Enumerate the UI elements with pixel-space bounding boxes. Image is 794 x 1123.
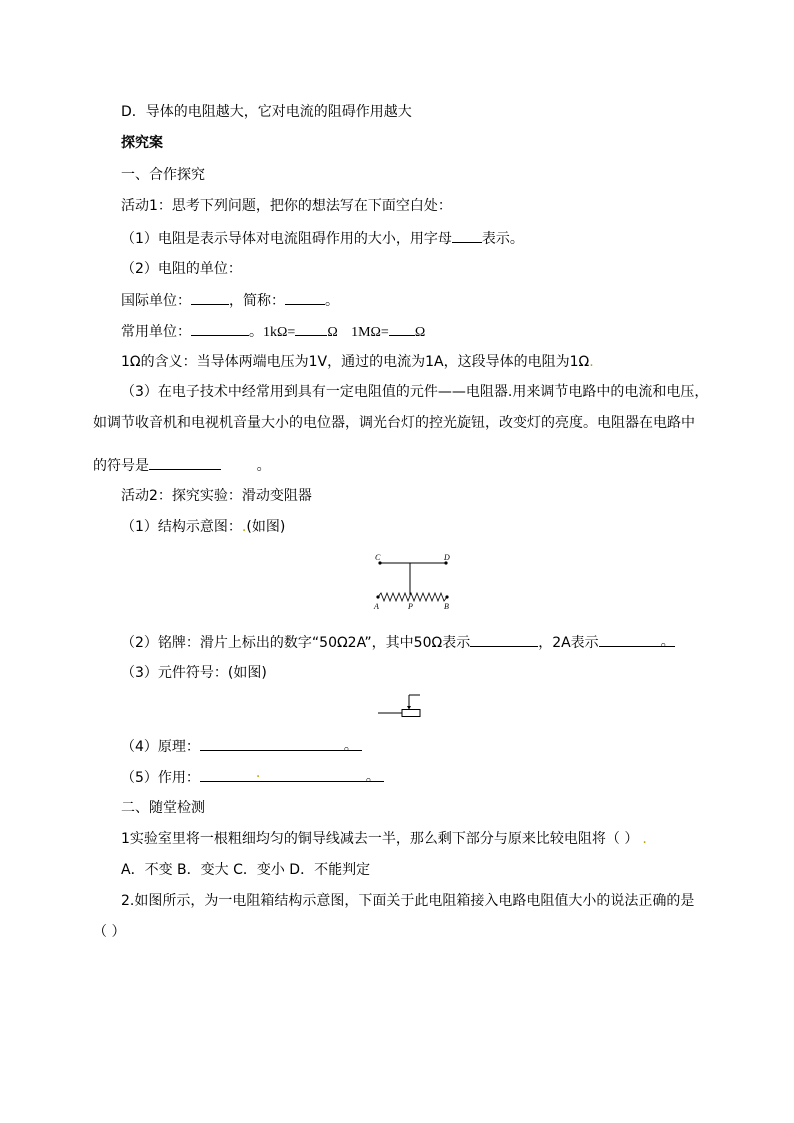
label-p: P <box>408 602 413 611</box>
terminal-b <box>445 595 448 598</box>
slide-rheostat-diagram <box>370 553 456 611</box>
function-question <box>121 767 384 788</box>
s4-end: 。 <box>343 738 358 754</box>
answer-blank-principle[interactable] <box>200 736 362 754</box>
terminal-a <box>376 595 379 598</box>
q3-symbol-label: 的符号是 <box>93 458 149 474</box>
section-title: 探究案 <box>121 135 163 151</box>
quiz-q1-options: A．不变 B．变大 C．变小 D．不能判定 <box>121 862 371 878</box>
s4-text: （4）原理： <box>121 739 200 755</box>
quiz-q1-dot: . <box>642 831 647 847</box>
s2-text-a: （2）铭牌：滑片上标出的数字“50Ω2A”，其中50Ω表示 <box>121 635 471 651</box>
common-label: 常用单位： <box>121 324 191 340</box>
question1-resistance-symbol <box>121 228 524 249</box>
answer-blank-intl-unit[interactable] <box>191 290 229 305</box>
s1-as-figure: (如图) <box>246 519 286 535</box>
q1-text-a: （1）电阻是表示导体对电流阻碍作用的大小，用字母 <box>121 231 452 247</box>
label-b: B <box>444 602 449 611</box>
ohm-unit-1: Ω <box>327 325 338 340</box>
answer-blank-intl-abbr[interactable] <box>285 290 325 305</box>
symbol-resistor-box <box>402 710 420 717</box>
s2-end: 。 <box>660 634 675 650</box>
question3-line2: 如调节收音机和电视机音量大小的电位器，调光台灯的控光旋钮，改变灯的亮度。电阻器在电路中 <box>93 415 695 431</box>
component-symbol-label: （3）元件符号：(如图) <box>121 665 267 681</box>
rheostat-circuit-symbol <box>376 693 426 721</box>
intl-unit-line <box>121 290 339 311</box>
label-c: C <box>375 553 381 562</box>
question3-line1: （3）在电子技术中经常用到具有一定电阻值的元件——电阻器.用来调节电路中的电流和电压， <box>121 384 709 400</box>
s1-text: （1）结构示意图： <box>121 519 242 535</box>
intl-abbr-label: ，简称： <box>229 293 285 309</box>
intl-label: 国际单位： <box>121 293 191 309</box>
answer-blank-common-units[interactable] <box>191 321 249 336</box>
quiz-question-1 <box>121 829 647 849</box>
quiz-question-2: 2.如图所示，为一电阻箱结构示意图，下面关于此电阻箱接入电路电阻值大小的说法正确的是 <box>121 893 695 909</box>
nameplate-question <box>121 632 675 653</box>
answer-blank-letter[interactable] <box>452 228 482 243</box>
part1-title: 一、合作探究 <box>121 167 205 183</box>
s5-dot: . <box>255 765 261 781</box>
answer-blank-mega-ohm[interactable] <box>389 321 415 336</box>
answer-blank-50-ohm[interactable] <box>470 632 538 647</box>
principle-question <box>121 736 362 757</box>
part2-title: 二、随堂检测 <box>121 800 205 816</box>
intl-end: 。 <box>325 293 339 309</box>
quiz-q2-answer-parens: （ ） <box>93 924 126 940</box>
mega-ohm-label: 1MΩ= <box>351 325 389 340</box>
resistance-coil <box>378 593 447 601</box>
answer-blank-resistor-symbol[interactable] <box>149 455 221 470</box>
kilo-ohm-label: 。1kΩ= <box>249 325 296 340</box>
quiz-q1-text: 1实验室里将一根粗细均匀的铜导线减去一半，那么剩下部分与原来比较电阻将（ ） <box>121 831 639 847</box>
one-ohm-meaning <box>121 352 594 372</box>
label-d: D <box>444 553 450 562</box>
q1-text-b: 表示。 <box>481 231 524 247</box>
s2-text-b: ，2A表示 <box>538 635 599 651</box>
s1-dot: . <box>241 519 247 535</box>
meaning-text: 1Ω的含义：当导体两端电压为1V，通过的电流为1A，这段导体的电阻为1Ω <box>121 354 590 370</box>
question2-units: （2）电阻的单位： <box>121 261 242 277</box>
option-d: D．导体的电阻越大，它对电流的阻碍作用越大 <box>121 104 412 120</box>
common-unit-line <box>121 321 425 343</box>
structure-diagram-label <box>121 517 285 537</box>
answer-blank-2a[interactable] <box>599 632 675 650</box>
s5-end: 。 <box>365 769 380 785</box>
meaning-dot: . <box>589 354 594 370</box>
q3-end: 。 <box>256 458 271 474</box>
activity2-title: 活动2：探究实验：滑动变阻器 <box>121 488 312 504</box>
s5-text: （5）作用： <box>121 770 200 786</box>
symbol-arrow-icon <box>407 706 411 710</box>
answer-blank-kilo-ohm[interactable] <box>295 321 327 336</box>
question3-line3 <box>93 455 271 476</box>
activity1-title: 活动1：思考下列问题，把你的想法写在下面空白处： <box>121 198 452 214</box>
label-a: A <box>374 602 379 611</box>
answer-blank-function[interactable] <box>200 765 384 785</box>
ohm-unit-2: Ω <box>414 325 426 340</box>
